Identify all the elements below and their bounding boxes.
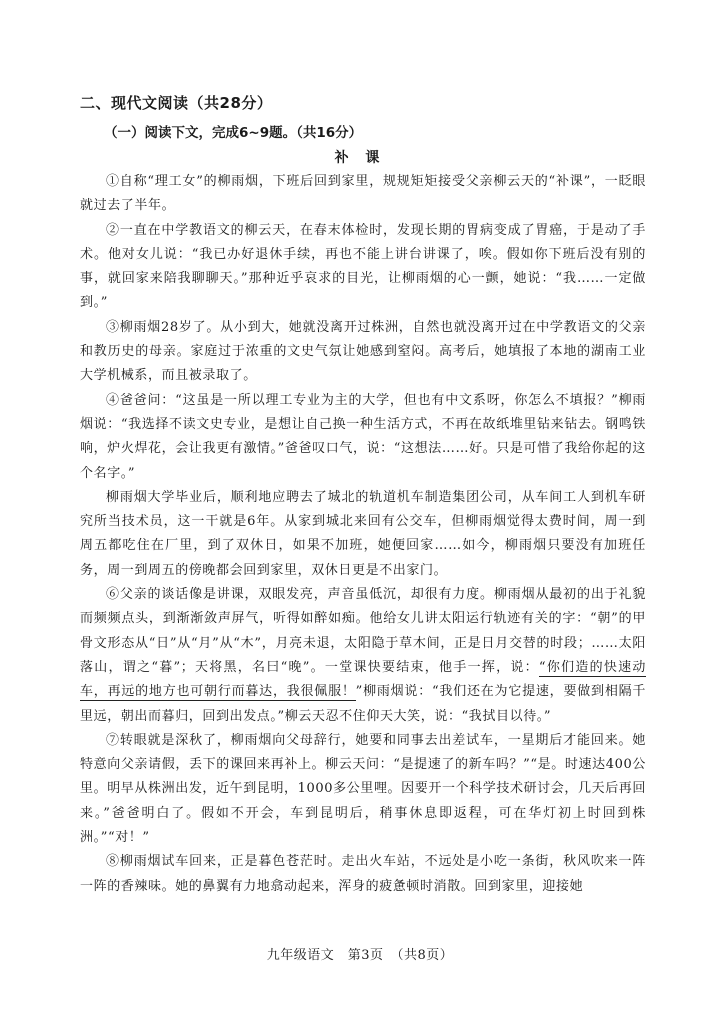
paragraph-8: ⑧柳雨烟试车回来，正是暮色苍茫时。走出火车站，不远处是小吃一条街，秋风吹来一阵一阵的香辣味。她的鼻翼有力地翕动起来，浑身的疲惫顿时消散。回到家里，迎接她 bbox=[80, 854, 646, 894]
essay-body bbox=[80, 170, 646, 899]
paragraph-6-text: ⑥父亲的谈话像是讲课，双眼发亮，声音虽低沉，却很有力度。柳雨烟从最初的出于礼貌而频频点头，到渐渐敛声屏气，听得如醉如痴。他给女儿讲太阳运行轨迹有关的字：“朝”的甲骨文形态从“日”从“月”从“木”，月亮未退，太阳隐于草木间，正是日月交替的时段；……太阳落山，谓之“暮”；天将黑，名曰“晚”。一堂课快要结束，他手一挥，说： bbox=[80, 587, 646, 675]
paragraph-3: ③柳雨烟28岁了。从小到大，她就没离开过株洲，自然也就没离开过在中学教语文的父亲和教历史的母亲。家庭过于浓重的文史气氛让她感到窒闷。高考后，她填报了本地的湖南工业大学机械系，而且被录取了。 bbox=[80, 319, 646, 384]
underlined-sentence: “你们造的快速动车，再远的地方也可朝行而暮达，我很佩服！ bbox=[80, 659, 647, 700]
essay-title: 补 课 bbox=[334, 150, 386, 166]
question-instruction: （一）阅读下文，完成6~9题。（共16分） bbox=[104, 125, 363, 141]
paragraph-4: ④爸爸问：“这虽是一所以理工专业为主的大学，但也有中文系呀，你怎么不填报？”柳雨烟说：“我选择不读文史专业，是想让自己换一种生活方式，不再在故纸堆里钻来钻去。钢鸣铁响，炉火焊花，会让我更有激情。”爸爸叹口气，说：“这想法……好。只是可惜了我给你起的这个名字。” bbox=[80, 392, 646, 481]
paragraph-1: ①自称“理工女”的柳雨烟，下班后回到家里，规规矩矩接受父亲柳云天的“补课”，一眨眼就过去了半年。 bbox=[80, 174, 646, 214]
paragraph-2: ②一直在中学教语文的柳云天，在春末体检时，发现长期的胃病变成了胃癌，于是动了手术。他对女儿说：“我已办好退休手续，再也不能上讲台讲课了，唉。假如你下班后没有别的事，就回家来陪我聊聊天。”那种近乎哀求的目光，让柳雨烟的心一颤，她说：“我……一定做到。” bbox=[80, 222, 646, 311]
section-heading: 二、现代文阅读（共28分） bbox=[80, 94, 273, 112]
paragraph-6 bbox=[80, 583, 646, 729]
page-footer: 九年级语文 第3页 （共8页） bbox=[266, 948, 454, 963]
paragraph-5: 柳雨烟大学毕业后，顺利地应聘去了城北的轨道机车制造集团公司，从车间工人到机车研究所当技术员，这一干就是6年。从家到城北来回有公交车，但柳雨烟觉得太费时间，周一到周五都吃住在厂里，到了双休日，如果不加班，她便回家……如今，柳雨烟只要没有加班任务，周一到周五的傍晚都会回到家里，双休日更是不出家门。 bbox=[80, 489, 646, 578]
paragraph-7: ⑦转眼就是深秋了，柳雨烟向父母辞行，她要和同事去出差试车，一星期后才能回来。她特意向父亲请假，丢下的课回来再补上。柳云天问：“是提速了的新车吗？”“是。时速达400公里。明早从株洲出发，近午到昆明，1000多公里哩。因要开一个科学技术研讨会，几天后再回来。”爸爸明白了。假如不开会，车到昆明后，稍事休息即返程，可在华灯初上时回到株洲。”“对！” bbox=[80, 732, 646, 846]
paragraph-6-text-end: ”柳雨烟说：“我们还在为它提速，要做到相隔千里远，朝出而暮归，回到出发点。”柳云天忍不住仰天大笑，说：“我拭目以待。” bbox=[80, 684, 646, 724]
